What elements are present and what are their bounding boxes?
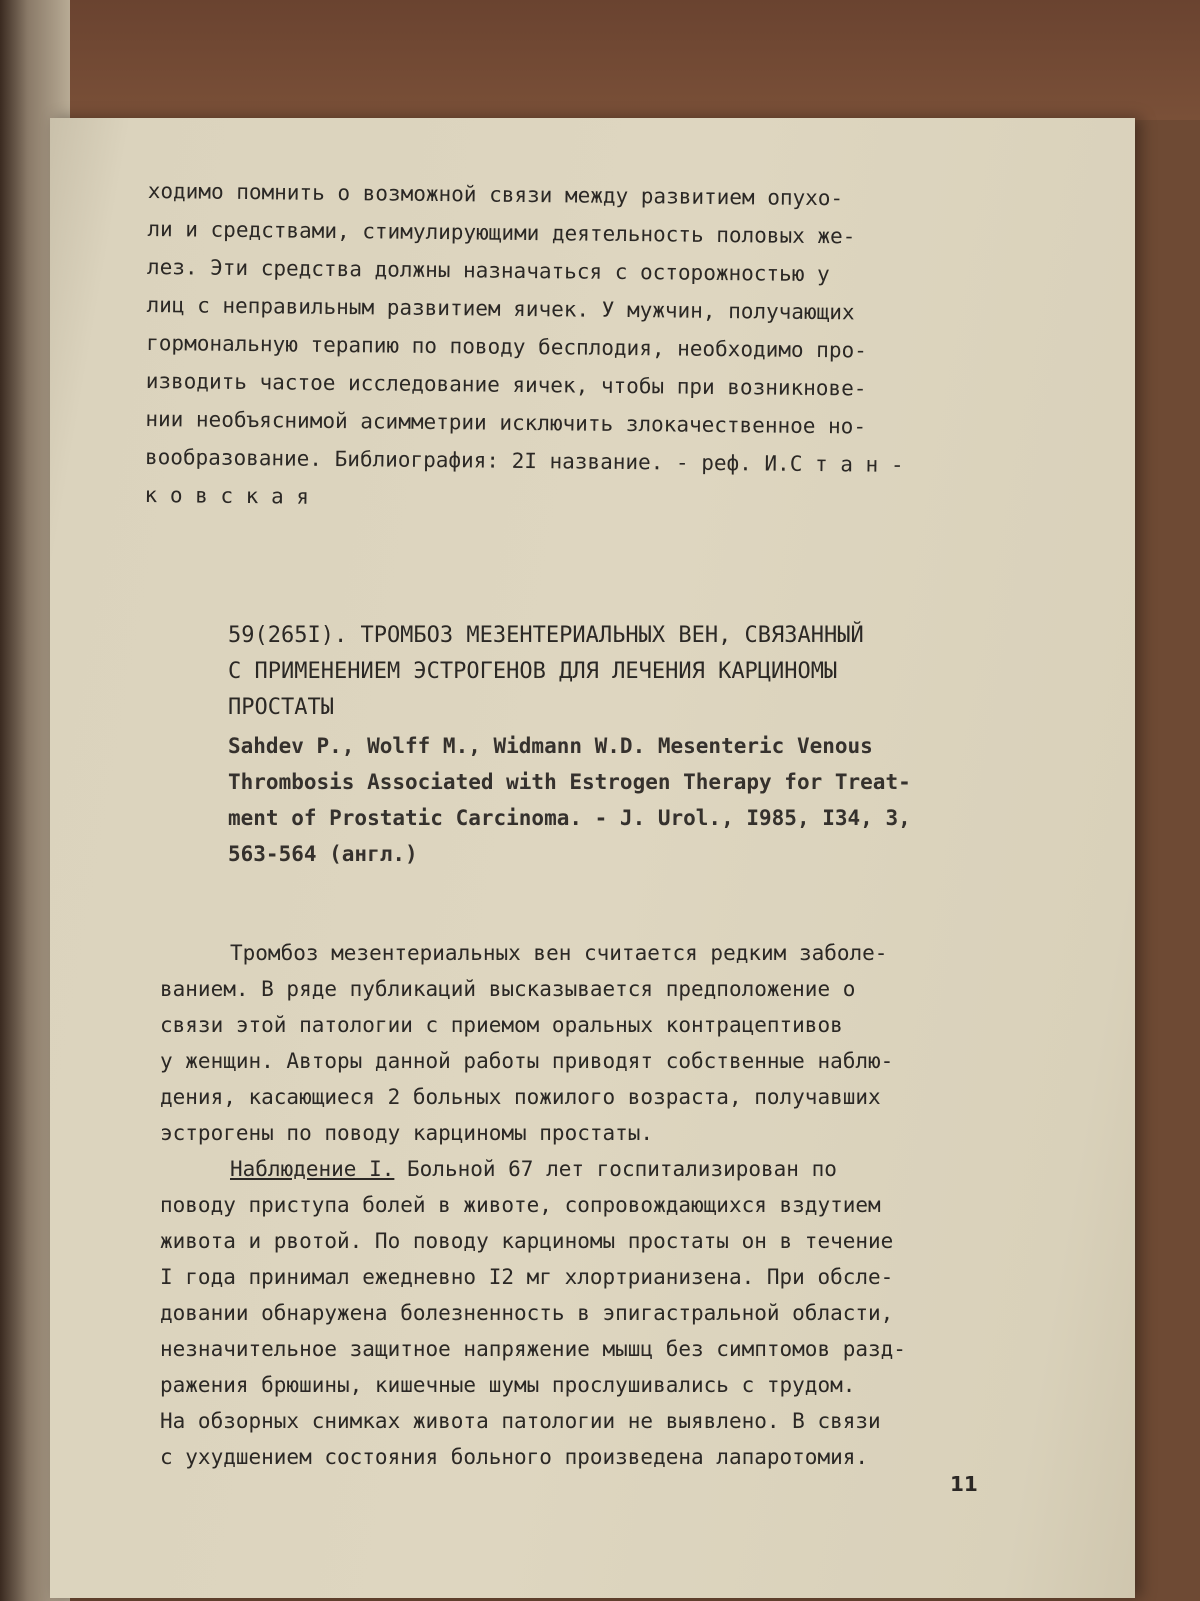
text-line: к о в с к а я	[144, 482, 310, 509]
text-line: вообразование. Библиография: 2I название. - реф. И.С т а н -	[144, 444, 904, 477]
text-line: Тромбоз мезентериальных вен считается редким заболе-	[230, 941, 888, 965]
case-first-line: Больной 67 лет госпитализирован по	[394, 1157, 837, 1181]
text-line: связи этой патологии с приемом оральных контрацептивов	[160, 1013, 843, 1037]
text-line: незначительное защитное напряжение мышц без симптомов разд-	[160, 1337, 906, 1361]
text-line: ходимо помнить о возможной связи между развитием опухо-	[147, 178, 844, 211]
text-line: нии необъяснимой асимметрии исключить злокачественное но-	[145, 406, 867, 439]
text-line: лез. Эти средства должны назначаться с осторожностью у	[146, 254, 830, 287]
previous-abstract-ending	[144, 172, 906, 522]
text-line: дения, касающиеся 2 больных пожилого возраста, получавших	[160, 1085, 881, 1109]
background-wood	[0, 0, 1200, 120]
page-number: 11	[950, 1472, 978, 1496]
text-line: изводить частое исследование яичек, чтобы при возникнове-	[145, 368, 867, 401]
citation-line: 563-564 (англ.)	[228, 842, 418, 866]
title-line: ПРОСТАТЫ	[228, 695, 334, 720]
case-label: Наблюдение I.	[230, 1157, 395, 1181]
text-line: ванием. В ряде публикаций высказывается предположение о	[160, 977, 856, 1001]
text-line: На обзорных снимках живота патологии не выявлено. В связи	[160, 1409, 881, 1433]
text-line: с ухудшением состояния больного произведена лапаротомия.	[160, 1445, 869, 1469]
text-line: гормональную терапию по поводу бесплодия, необходимо про-	[146, 330, 867, 363]
entry-title	[228, 618, 864, 726]
entry-citation	[228, 728, 911, 872]
text-line: эстрогены по поводу карциномы простаты.	[160, 1121, 654, 1145]
text-line: довании обнаружена болезненность в эпигастральной области,	[160, 1301, 894, 1325]
citation-line: Thrombosis Associated with Estrogen Therapy for Treat-	[228, 770, 911, 794]
citation-line: ment of Prostatic Carcinoma. - J. Urol., I985, I34, 3,	[228, 806, 911, 830]
text-line: ли и средствами, стимулирующими деятельность половых же-	[147, 216, 856, 249]
text-line: живота и рвотой. По поводу карциномы простаты он в течение	[160, 1229, 894, 1253]
title-line: 59(265I). ТРОМБОЗ МЕЗЕНТЕРИАЛЬНЫХ ВЕН, СВЯЗАННЫЙ	[228, 623, 864, 648]
text-line: поводу приступа болей в животе, сопровождающихся вздутием	[160, 1193, 881, 1217]
text-line: ражения брюшины, кишечные шумы прослушивались с трудом.	[160, 1373, 856, 1397]
abstract-body	[160, 935, 906, 1475]
title-line: С ПРИМЕНЕНИЕМ ЭСТРОГЕНОВ ДЛЯ ЛЕЧЕНИЯ КАРЦИНОМЫ	[228, 659, 838, 684]
citation-line: Sahdev P., Wolff M., Widmann W.D. Mesenteric Venous	[228, 734, 873, 758]
text-line: I года принимал ежедневно I2 мг хлортрианизена. При обсле-	[160, 1265, 894, 1289]
text-line: лиц с неправильным развитием яичек. У мужчин, получающих	[146, 292, 855, 325]
case-heading-line	[160, 1151, 906, 1187]
text-line: у женщин. Авторы данной работы приводят собственные наблю-	[160, 1049, 894, 1073]
